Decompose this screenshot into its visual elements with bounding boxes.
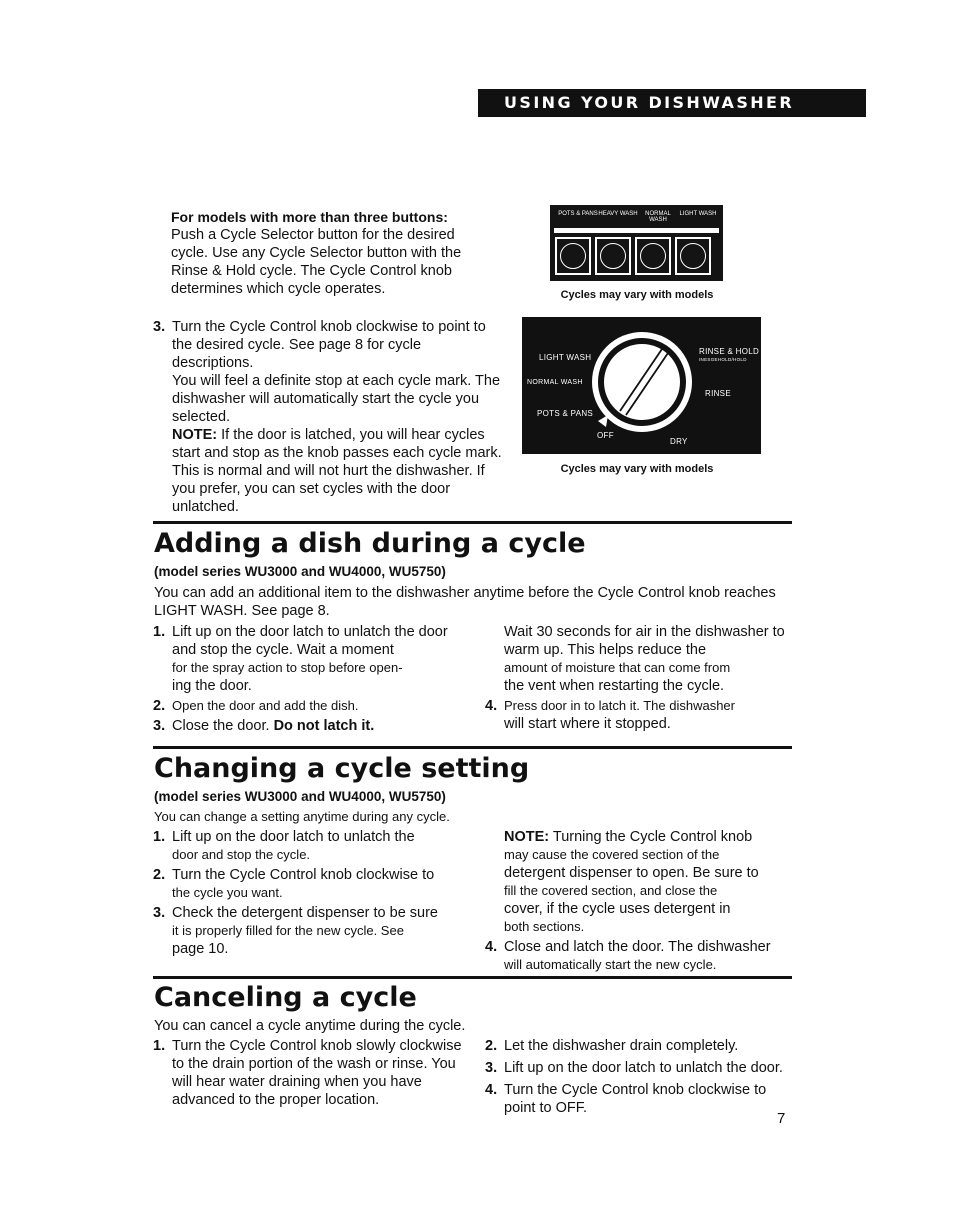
adding-right-para-1: Wait 30 seconds for air in the dishwasher to warm up. This helps reduce the: [504, 624, 785, 658]
canceling-step-1-text: Turn the Cycle Control knob slowly clockwise to the drain portion of the wash or rinse. You will hear water draining when you have advanced to the proper location.: [172, 1038, 462, 1108]
section-banner: USING YOUR DISHWASHER: [478, 89, 866, 117]
step-3-text-2: You will feel a definite stop at each cycle mark. The dishwasher will automatically start the cycle you selected.: [172, 373, 501, 425]
adding-step-1-text-3: ing the door.: [172, 678, 252, 694]
cycle-button-1: [555, 237, 591, 275]
adding-step-4-number: 4.: [485, 698, 498, 714]
adding-step-4-text-2: will start where it stopped.: [504, 716, 671, 732]
button-circle-icon: [600, 243, 626, 269]
adding-steps-right: [485, 623, 795, 733]
canceling-step-4-number: 4.: [485, 1082, 498, 1098]
changing-intro: You can change a setting anytime during any cycle.: [154, 809, 450, 824]
changing-step-3-text: Check the detergent dispenser to be sure: [172, 905, 438, 921]
cycle-button-2: [595, 237, 631, 275]
changing-note-1: Turning the Cycle Control knob: [549, 829, 753, 845]
button-panel-caption: Cycles may vary with models: [560, 289, 714, 301]
cycle-control-dial: [522, 317, 761, 454]
adding-step-2: [153, 697, 473, 715]
dial-caption: Cycles may vary with models: [560, 463, 714, 475]
adding-right-para-3: the vent when restarting the cycle.: [504, 678, 725, 694]
intro-body: Push a Cycle Selector button for the desired cycle. Use any Cycle Selector button with the Rinse & Hold cycle. The Cycle Control knob determines which cycle operates.: [171, 227, 462, 297]
changing-step-4-text: Close and latch the door. The dishwasher: [504, 939, 771, 955]
button-circle-icon: [560, 243, 586, 269]
adding-step-1: [153, 623, 473, 695]
changing-step-4: [485, 938, 795, 974]
canceling-step-4: [485, 1081, 790, 1117]
cycle-button-3: [635, 237, 671, 275]
changing-subtitle: (model series WU3000 and WU4000, WU5750): [154, 789, 446, 804]
changing-note-2: may cause the covered section of the: [504, 847, 720, 862]
changing-note-6: both sections.: [504, 919, 585, 934]
button-circle-icon: [640, 243, 666, 269]
canceling-step-3-text: Lift up on the door latch to unlatch the door.: [504, 1060, 783, 1076]
changing-note-4: fill the covered section, and close the: [504, 883, 718, 898]
canceling-steps-right: [485, 1037, 790, 1117]
canceling-step-1-number: 1.: [153, 1038, 166, 1054]
changing-step-4-text-2: will automatically start the new cycle.: [504, 957, 717, 972]
adding-step-3: [153, 717, 473, 735]
adding-title: Adding a dish during a cycle: [154, 528, 586, 559]
intro-block: [171, 208, 491, 298]
canceling-title: Canceling a cycle: [154, 982, 417, 1013]
dial-label-rinse-hold-sub: INESGEHOLD/HOLD: [699, 357, 747, 362]
adding-step-1-text-2: for the spray action to stop before open-: [172, 660, 403, 675]
panel-label-heavy-wash: HEAVY WASH: [598, 211, 638, 217]
canceling-step-2-text: Let the dishwasher drain completely.: [504, 1038, 739, 1054]
page-number: 7: [777, 1110, 786, 1127]
panel-label-pots-pans: POTS & PANS: [558, 211, 598, 217]
canceling-step-2: [485, 1037, 790, 1055]
changing-step-2-text: Turn the Cycle Control knob clockwise to: [172, 867, 435, 883]
changing-title: Changing a cycle setting: [154, 753, 530, 784]
canceling-step-3-number: 3.: [485, 1060, 498, 1076]
panel-indicator-strip: [554, 228, 719, 233]
dial-label-rinse-hold: RINSE & HOLD: [699, 347, 760, 356]
step-3-text: Turn the Cycle Control knob clockwise to point to the desired cycle. See page 8 for cycle descriptions.: [172, 319, 486, 371]
canceling-intro: You can cancel a cycle anytime during the cycle.: [154, 1018, 466, 1034]
changing-step-1-text: Lift up on the door latch to unlatch the: [172, 829, 415, 845]
changing-step-1-text-2: door and stop the cycle.: [172, 847, 311, 862]
adding-step-3-bold: Do not latch it.: [273, 718, 375, 734]
dial-label-normal-wash: NORMAL WASH: [527, 379, 583, 386]
adding-step-2-number: 2.: [153, 698, 166, 714]
adding-step-1-text: Lift up on the door latch to unlatch the door and stop the cycle. Wait a moment: [172, 624, 448, 658]
adding-step-4-text: Press door in to latch it. The dishwasher: [504, 698, 735, 713]
dial-label-pots-pans: POTS & PANS: [537, 409, 594, 418]
step-3-number: 3.: [153, 319, 166, 335]
dial-label-light-wash: LIGHT WASH: [539, 353, 592, 362]
intro-heading: For models with more than three buttons:: [171, 209, 448, 225]
canceling-step-3: [485, 1059, 790, 1077]
section-divider: [153, 521, 792, 524]
step-3-block: [153, 318, 505, 516]
changing-step-1-number: 1.: [153, 829, 166, 845]
canceling-steps-left: [153, 1037, 465, 1109]
adding-right-para-2: amount of moisture that can come from: [504, 660, 731, 675]
step-3-note-label: NOTE:: [172, 427, 218, 443]
section-divider: [153, 976, 792, 979]
cycle-button-4: [675, 237, 711, 275]
dial-label-off: OFF: [597, 431, 614, 440]
changing-step-3: [153, 904, 473, 958]
step-3: [153, 318, 505, 516]
changing-step-2-text-2: the cycle you want.: [172, 885, 283, 900]
adding-steps-left: [153, 623, 473, 735]
changing-step-4-number: 4.: [485, 939, 498, 955]
canceling-step-1: [153, 1037, 465, 1109]
adding-intro: You can add an additional item to the dishwasher anytime before the Cycle Control knob reaches LIGHT WASH. See page 8.: [154, 585, 776, 619]
panel-label-normal-wash: NORMAL WASH: [645, 211, 671, 223]
panel-label-light-wash: LIGHT WASH: [679, 211, 717, 217]
adding-step-1-number: 1.: [153, 624, 166, 640]
changing-note-3: detergent dispenser to open. Be sure to: [504, 865, 759, 881]
adding-step-3-number: 3.: [153, 718, 166, 734]
button-circle-icon: [680, 243, 706, 269]
dial-label-dry: DRY: [670, 437, 688, 446]
changing-steps-right: [485, 828, 795, 974]
changing-steps-left: [153, 828, 473, 958]
changing-step-3-text-2: it is properly filled for the new cycle. See: [172, 923, 404, 938]
changing-step-3-number: 3.: [153, 905, 166, 921]
adding-step-4: [485, 697, 795, 733]
adding-subtitle: (model series WU3000 and WU4000, WU5750): [154, 564, 446, 579]
changing-step-2: [153, 866, 473, 902]
changing-step-2-number: 2.: [153, 867, 166, 883]
step-3-note: If the door is latched, you will hear cycles start and stop as the knob passes each cycle mark. This is normal and will not hurt the dishwasher. If you prefer, you can set cycles with the door unlatched.: [172, 427, 502, 515]
changing-step-3-text-3: page 10.: [172, 941, 229, 957]
canceling-step-2-number: 2.: [485, 1038, 498, 1054]
changing-step-1: [153, 828, 473, 864]
adding-step-3-text: Close the door.: [172, 718, 274, 734]
adding-step-2-text: Open the door and add the dish.: [172, 698, 359, 713]
section-divider: [153, 746, 792, 749]
canceling-step-4-text: Turn the Cycle Control knob clockwise to point to OFF.: [504, 1082, 767, 1116]
dial-label-rinse: RINSE: [705, 389, 731, 398]
changing-note-5: cover, if the cycle uses detergent in: [504, 901, 731, 917]
changing-note-label: NOTE:: [504, 829, 550, 845]
cycle-button-panel: [550, 205, 723, 281]
